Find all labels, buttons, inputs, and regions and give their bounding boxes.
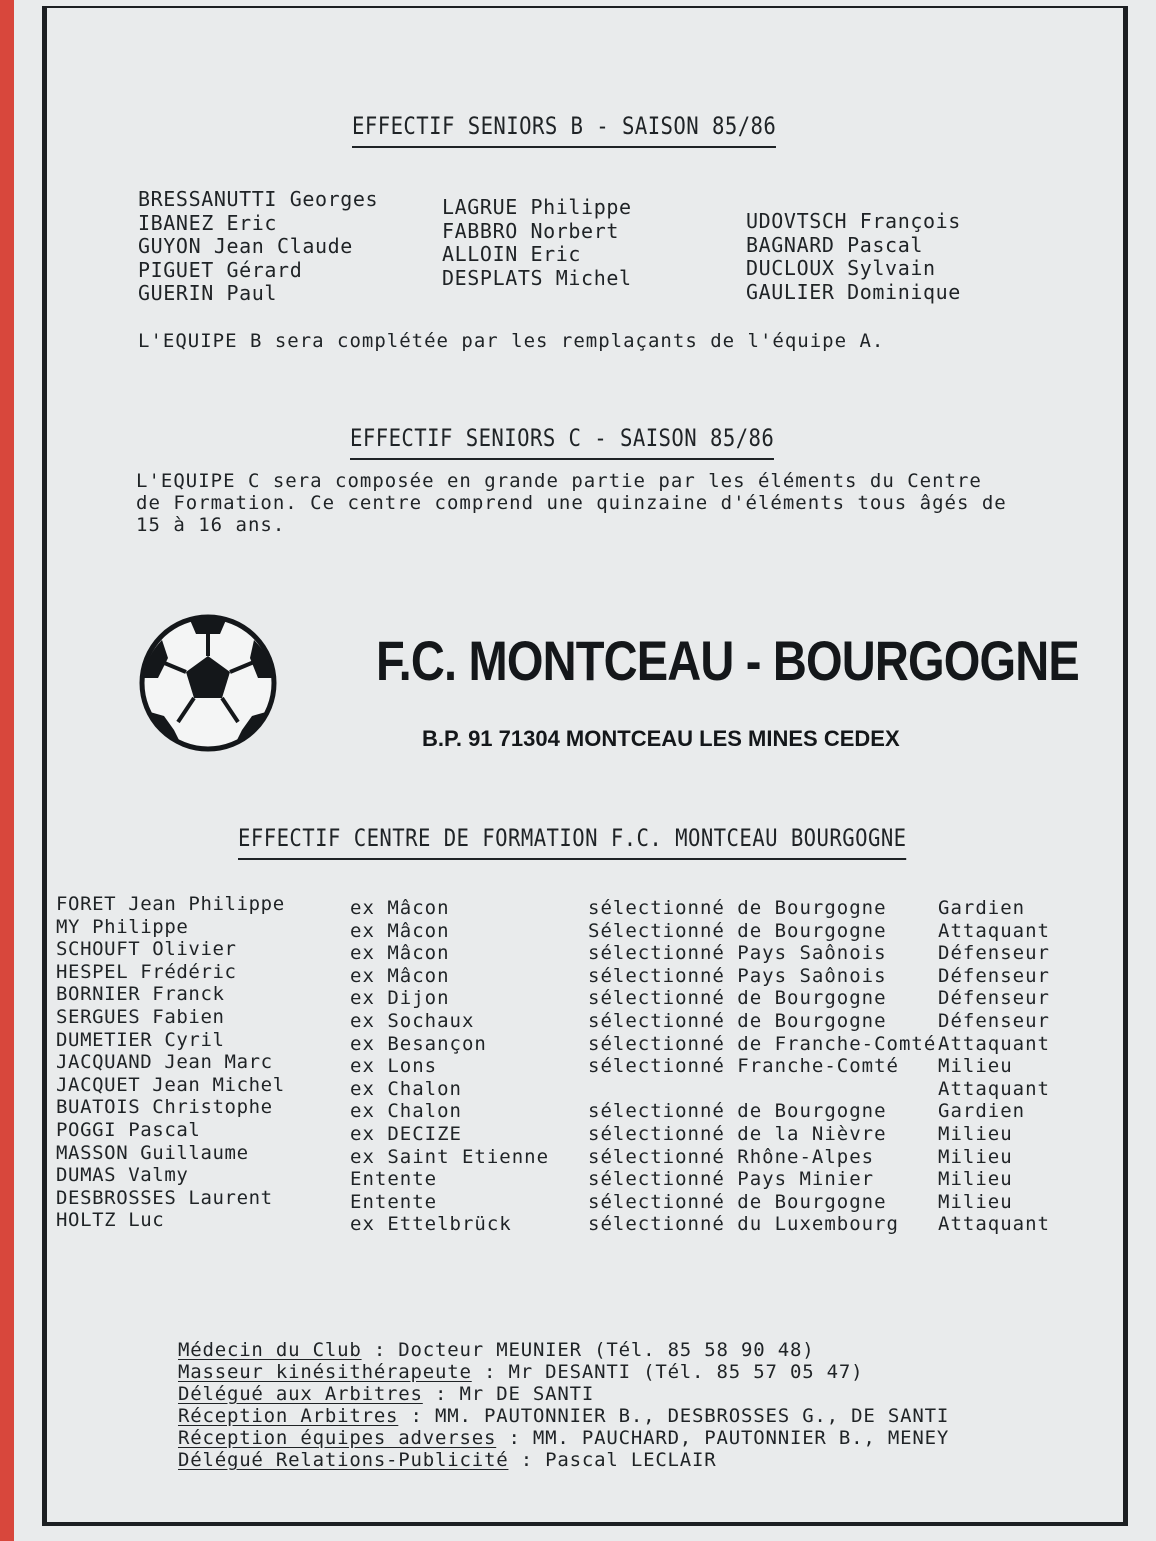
player-position: Milieu [938,1168,1013,1191]
player-selection: sélectionné du Luxembourg [588,1213,899,1236]
seniors-b-column-2 [442,196,632,290]
player-origin: ex Lons [350,1055,438,1078]
staff-list [178,1339,949,1471]
player-origin: ex Mâcon [350,964,450,987]
player-selection: Sélectionné de Bourgogne [588,919,887,942]
player-name: GUYON Jean Claude [138,234,353,258]
player-name: DUCLOUX Sylvain [746,256,936,280]
player-name: FABBRO Norbert [442,218,619,243]
player-origin: ex Mâcon [350,897,450,919]
seniors-b-title: EFFECTIF SENIORS B - SAISON 85/86 [352,112,776,148]
seniors-b-column-3 [746,210,961,304]
player-origin: ex Chalon [350,1077,462,1100]
staff-row [178,1405,949,1427]
staff-row [178,1449,949,1471]
club-name: F.C. MONTCEAU - BOURGOGNE [376,629,1079,692]
player-selection: sélectionné de Bourgogne [588,987,887,1010]
player-origin: ex DECIZE [350,1123,462,1145]
player-name: DESBROSSES Laurent [56,1186,273,1209]
player-position: Gardien [938,1100,1026,1123]
player-position: Défenseur [938,987,1050,1010]
player-selection: sélectionné Pays Saônois [588,964,887,987]
player-position: Attaquant [938,919,1050,942]
player-name: DUMAS Valmy [56,1164,189,1187]
staff-row [178,1383,949,1405]
staff-role: Masseur kinésithérapeute [178,1361,472,1383]
player-selection: sélectionné Franche-Comté [588,1055,899,1078]
player-origin: ex Besançon [350,1032,487,1055]
paragraph-line: de Formation. Ce centre comprend une quinzaine d'éléments tous âgés de [136,492,1007,514]
player-origin: ex Ettelbrück [350,1213,512,1236]
player-position: Attaquant [938,1077,1050,1100]
staff-role: Réception équipes adverses [178,1427,497,1449]
player-name: BUATOIS Christophe [56,1096,273,1119]
player-name: ALLOIN Eric [442,242,582,266]
player-selection: sélectionné de Bourgogne [588,1010,887,1032]
player-name: LAGRUE Philippe [442,195,632,219]
player-name: FORET Jean Philippe [56,893,285,915]
player-name: DUMETIER Cyril [56,1028,225,1051]
staff-row [178,1427,949,1449]
player-selection: sélectionné de Bourgogne [588,897,887,919]
player-name: UDOVTSCH François [746,209,961,233]
player-position: Attaquant [938,1032,1050,1055]
player-origin: ex Mâcon [350,942,450,965]
player-position: Défenseur [938,964,1050,987]
player-position: Défenseur [938,1010,1050,1032]
staff-value: : Pascal LECLAIR [508,1449,717,1471]
staff-role: Médecin du Club [178,1339,362,1361]
seniors-c-text [136,470,1007,536]
staff-value: : Mr DE SANTI [422,1383,595,1405]
seniors-b-note: L'EQUIPE B sera complétée par les remplaçants de l'équipe A. [138,330,885,352]
player-name: POGGI Pascal [56,1119,201,1141]
player-origin: ex Mâcon [350,919,450,942]
player-name: PIGUET Gérard [138,257,303,282]
staff-value: : Docteur MEUNIER (Tél. 85 58 90 48) [361,1339,815,1361]
player-name: BRESSANUTTI Georges [138,187,379,211]
player-position: Défenseur [938,942,1050,965]
player-origin: ex Chalon [350,1100,462,1123]
player-name: MY Philippe [56,915,189,938]
player-name: GUERIN Paul [138,281,278,305]
player-position: Milieu [938,1145,1013,1168]
player-name: JACQUET Jean Michel [56,1073,285,1096]
player-origin: Entente [350,1168,438,1191]
player-name: HESPEL Frédéric [56,960,237,983]
player-name: JACQUAND Jean Marc [56,1051,273,1074]
player-origin: Entente [350,1190,438,1213]
player-position: Milieu [938,1123,1013,1145]
player-name: BORNIER Franck [56,983,225,1006]
player-selection: sélectionné de Bourgogne [588,1190,887,1213]
seniors-c-title: EFFECTIF SENIORS C - SAISON 85/86 [350,424,774,460]
player-selection: sélectionné Rhône-Alpes [588,1145,875,1168]
player-origin: ex Saint Etienne [350,1145,550,1168]
soccer-ball-icon [138,612,278,754]
player-name: DESPLATS Michel [442,265,632,290]
staff-value: : Mr DESANTI (Tél. 85 57 05 47) [471,1361,864,1383]
player-selection: sélectionné de la Nièvre [588,1123,887,1145]
player-name: SERGUES Fabien [56,1006,225,1028]
player-name: HOLTZ Luc [56,1209,165,1232]
player-selection: sélectionné Pays Minier [588,1168,875,1191]
player-name: BAGNARD Pascal [746,232,923,257]
player-name: GAULIER Dominique [746,279,961,304]
staff-role: Réception Arbitres [178,1405,399,1427]
player-name: MASSON Guillaume [56,1141,249,1164]
staff-role: Délégué Relations-Publicité [178,1449,509,1471]
staff-value: : MM. PAUCHARD, PAUTONNIER B., MENEY [496,1427,950,1449]
player-origin: ex Sochaux [350,1010,475,1032]
player-position: Gardien [938,897,1026,919]
staff-value: : MM. PAUTONNIER B., DESBROSSES G., DE SANTI [398,1405,950,1427]
staff-row [178,1339,949,1361]
player-selection: sélectionné Pays Saônois [588,942,887,965]
player-name: IBANEZ Eric [138,210,278,235]
player-name: SCHOUFT Olivier [56,938,237,961]
binding-edge [0,0,14,1541]
staff-role: Délégué aux Arbitres [178,1383,423,1405]
player-position: Attaquant [938,1213,1050,1236]
player-origin: ex Dijon [350,987,450,1010]
seniors-b-column-1 [138,188,378,306]
paragraph-line: L'EQUIPE C sera composée en grande partie par les éléments du Centre [136,470,982,492]
formation-title: EFFECTIF CENTRE DE FORMATION F.C. MONTCEAU BOURGOGNE [238,824,907,860]
staff-row [178,1361,949,1383]
player-selection: sélectionné de Franche-Comté [588,1032,937,1055]
club-address: B.P. 91 71304 MONTCEAU LES MINES CEDEX [422,726,900,751]
paragraph-line: 15 à 16 ans. [136,514,286,536]
player-position: Milieu [938,1190,1013,1213]
player-position: Milieu [938,1055,1013,1078]
player-selection: sélectionné de Bourgogne [588,1100,887,1123]
